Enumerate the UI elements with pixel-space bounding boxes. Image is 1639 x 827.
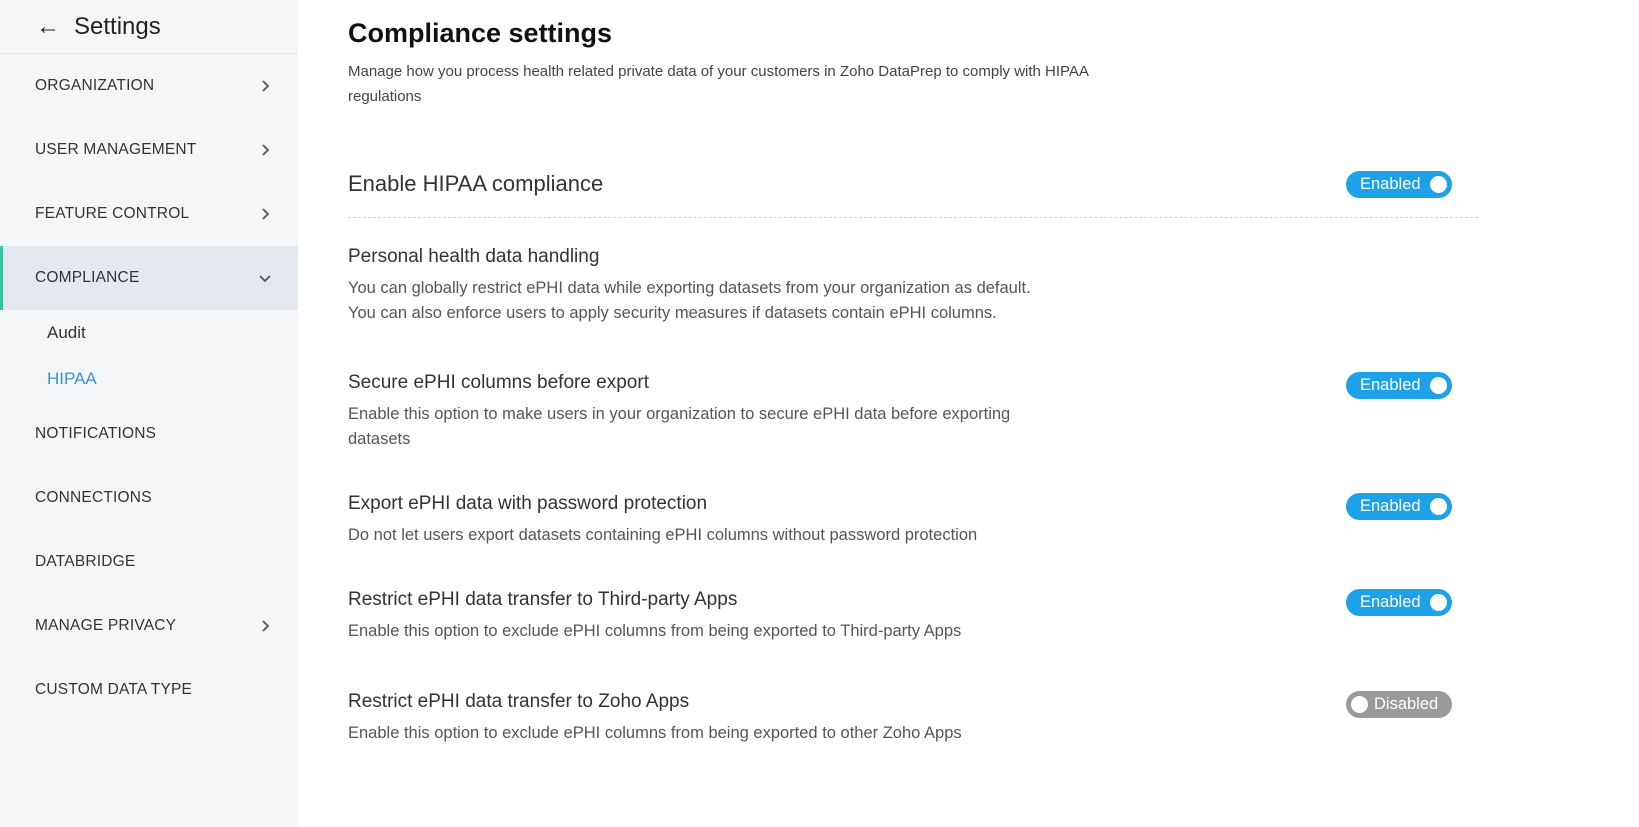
sidebar-item-manage-privacy[interactable] — [0, 594, 298, 658]
toggle-label: Disabled — [1374, 695, 1439, 713]
sidebar-nav — [0, 54, 298, 722]
toggle-label: Enabled — [1360, 593, 1421, 611]
sidebar-item-label: ORGANIZATION — [35, 77, 155, 94]
sidebar-item-label: CUSTOM DATA TYPE — [35, 681, 193, 698]
setting-secure-ephi — [348, 372, 1478, 452]
sidebar-item-feature-control[interactable] — [0, 182, 298, 246]
password-protection-toggle[interactable] — [1346, 493, 1452, 520]
toggle-knob — [1430, 594, 1447, 611]
setting-third-party-apps — [348, 589, 1478, 644]
page-title: Compliance settings — [348, 18, 613, 48]
sidebar-item-custom-data-type[interactable] — [0, 658, 298, 722]
chevron-right-icon — [256, 77, 274, 95]
third-party-apps-toggle[interactable] — [1346, 589, 1452, 616]
toggle-knob — [1430, 176, 1447, 193]
setting-description: Enable this option to make users in your organization to secure ePHI data before exporting datasets — [348, 405, 1011, 448]
back-arrow-icon[interactable]: ← — [36, 12, 60, 40]
sidebar-item-label: CONNECTIONS — [35, 489, 152, 506]
sidebar-item-databridge[interactable] — [0, 530, 298, 594]
sidebar-item-notifications[interactable] — [0, 402, 298, 466]
toggle-knob — [1430, 498, 1447, 515]
sidebar-header — [0, 0, 298, 54]
sidebar-title: Settings — [74, 12, 161, 40]
sidebar-subitem-hipaa[interactable]: HIPAA — [47, 369, 97, 388]
setting-zoho-apps — [348, 691, 1478, 746]
sidebar-subitem-audit[interactable]: Audit — [47, 323, 86, 342]
toggle-knob — [1430, 377, 1447, 394]
sidebar-item-label: NOTIFICATIONS — [35, 425, 157, 442]
settings-sidebar — [0, 0, 298, 827]
setting-title: Restrict ePHI data transfer to Third-party Apps — [348, 589, 738, 610]
sidebar-item-label: COMPLIANCE — [35, 269, 140, 286]
chevron-right-icon — [256, 617, 274, 635]
sidebar-item-user-management[interactable] — [0, 118, 298, 182]
setting-description: Do not let users export datasets containing ePHI columns without password protection — [348, 526, 978, 544]
setting-title: Restrict ePHI data transfer to Zoho Apps — [348, 691, 690, 712]
secure-ephi-toggle[interactable] — [1346, 372, 1452, 399]
page-description: Manage how you process health related private data of your customers in Zoho DataPrep to comply with HIPAA regulations — [348, 63, 1089, 105]
hipaa-master-toggle[interactable] — [1346, 171, 1452, 198]
setting-title: Secure ePHI columns before export — [348, 372, 649, 393]
toggle-label: Enabled — [1360, 175, 1421, 193]
sidebar-item-label: USER MANAGEMENT — [35, 141, 197, 158]
sidebar-item-label: FEATURE CONTROL — [35, 205, 190, 222]
sidebar-item-compliance[interactable] — [0, 246, 298, 310]
sidebar-item-organization[interactable] — [0, 54, 298, 118]
section-title: Personal health data handling — [348, 246, 600, 267]
chevron-right-icon — [256, 141, 274, 159]
zoho-apps-toggle[interactable] — [1346, 691, 1452, 718]
setting-description: Enable this option to exclude ePHI columns from being exported to Third-party Apps — [348, 622, 962, 640]
main-content — [348, 0, 1478, 746]
hipaa-master-label: Enable HIPAA compliance — [348, 171, 604, 196]
toggle-label: Enabled — [1360, 376, 1421, 394]
setting-password-protection — [348, 493, 1478, 548]
setting-description: Enable this option to exclude ePHI columns from being exported to other Zoho Apps — [348, 724, 962, 742]
sidebar-item-label: DATABRIDGE — [35, 553, 136, 570]
chevron-down-icon — [256, 269, 274, 287]
section-description: You can globally restrict ePHI data while exporting datasets from your organization as default. You can also enforce users to apply security measures if datasets contain ePHI columns. — [348, 279, 1031, 322]
toggle-knob — [1351, 696, 1368, 713]
toggle-label: Enabled — [1360, 497, 1421, 515]
sidebar-item-label: MANAGE PRIVACY — [35, 617, 177, 634]
sidebar-item-connections[interactable] — [0, 466, 298, 530]
chevron-right-icon — [256, 205, 274, 223]
hipaa-master-row — [348, 171, 1478, 218]
setting-title: Export ePHI data with password protection — [348, 493, 708, 514]
